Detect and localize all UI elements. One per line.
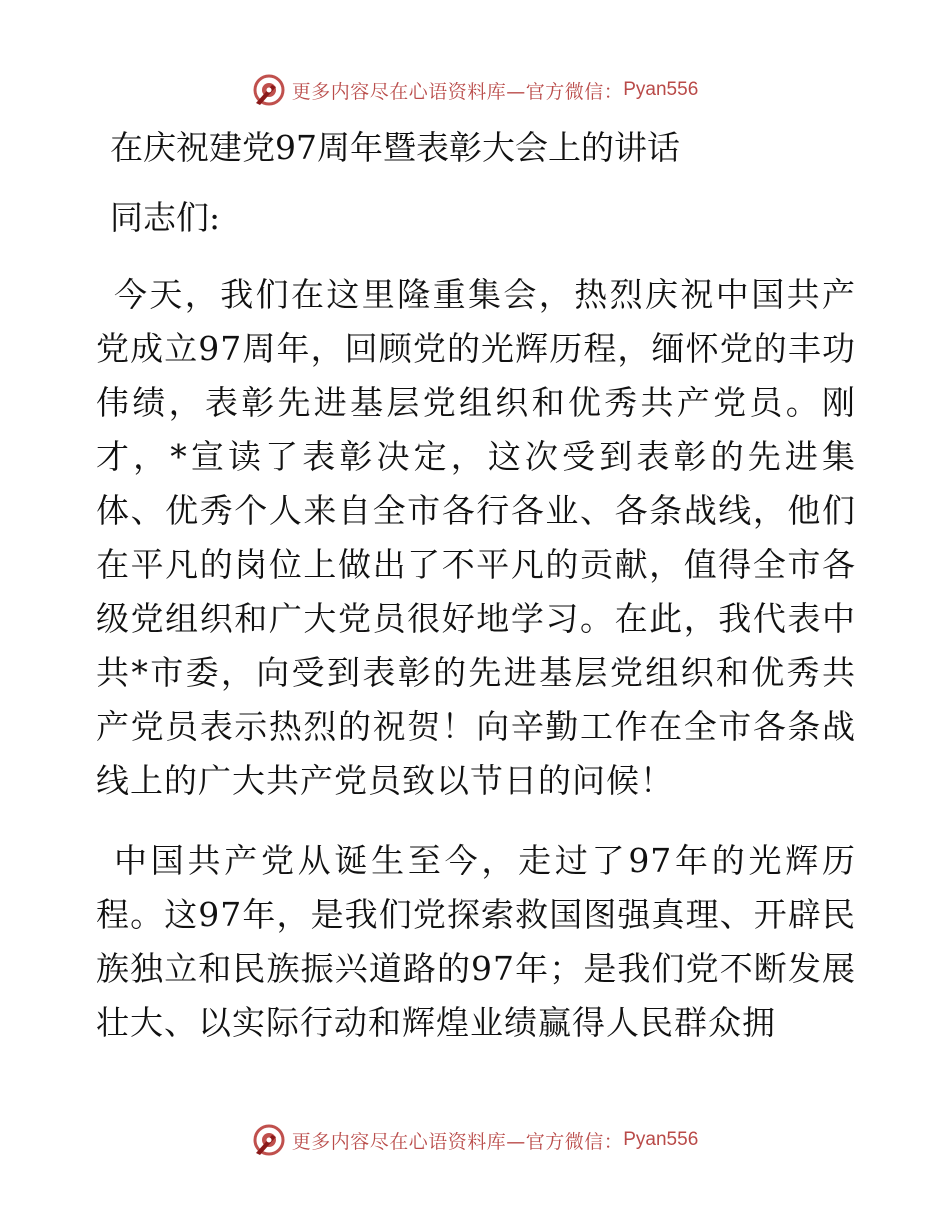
banner-wechat-id: Pyan556 (623, 79, 699, 100)
pen-logo-icon (252, 73, 286, 107)
paragraph-1: 今天，我们在这里隆重集会，热烈庆祝中国共产党成立97周年，回顾党的光辉历程，缅怀党的丰功伟绩，表彰先进基层党组织和优秀共产党员。刚才，*宣读了表彰决定，这次受到表彰的先进集体、优秀个人来自全市各行各业、各条战线，他们在平凡的岗位上做出了不平凡的贡献，值得全市各级党组织和广大党员很好地学习。在此，我代表中共*市委，向受到表彰的先进基层党组织和优秀共产党员表示热烈的祝贺！向辛勤工作在全市各条战线上的广大共产党员致以节日的问候！ (96, 275, 856, 800)
paragraph-2: 中国共产党从诞生至今，走过了97年的光辉历程。这97年，是我们党探索救国图强真理、开辟民族独立和民族振兴道路的97年；是我们党不断发展壮大、以实际行动和辉煌业绩赢得人民群众拥 (96, 841, 856, 1042)
document-body (96, 122, 856, 1050)
header-banner (0, 72, 950, 108)
pen-logo-icon (252, 1123, 286, 1157)
banner-wechat-id: Pyan556 (623, 1129, 699, 1150)
banner-text: 更多内容尽在心语资料库—官方微信： (291, 1130, 624, 1153)
footer-banner (0, 1122, 950, 1158)
document-title: 在庆祝建党97周年暨表彰大会上的讲话 (110, 128, 680, 167)
banner-text: 更多内容尽在心语资料库—官方微信： (291, 80, 624, 103)
greeting: 同志们: (110, 198, 221, 237)
